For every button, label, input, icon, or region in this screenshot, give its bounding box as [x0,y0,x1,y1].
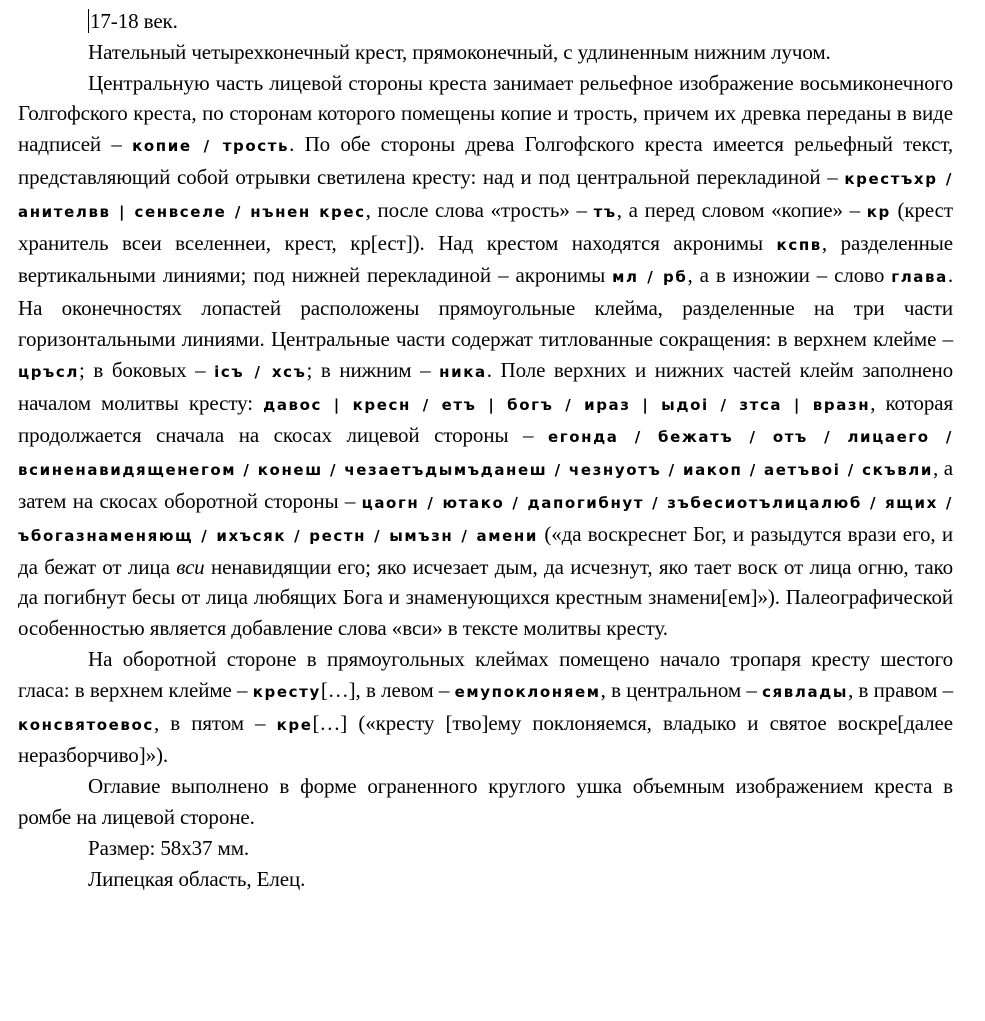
text-run: На оборотной стороне в прямоугольных клеймах помещено начало тропаря кресту шестого гласа: в верхнем клейме – [18,646,953,702]
church-slavonic-inscription: копие / трость [132,137,290,156]
text-run: (крест хранитель всеи вселеннеи, крест, кр[ест]). Над крестом находятся акронимы [18,197,953,255]
church-slavonic-inscription: сявлады [762,682,849,701]
text-run: ; в нижним – [306,357,440,382]
text-run: ненавидящии его; яко исчезает дым, да исчезнут, яко тает воск от лица огню, тако да погибнут бесы от лица любящих Бога и знаменующихся крестным знамени[ем]»). Палеографической особенностью является добавление слова «вси» в тексте молитвы кресту. [18,554,953,641]
text-run: […] («кресту [тво]ему поклоняемся, владыко и святое воскре[далее неразборчиво]»). [18,710,953,768]
church-slavonic-inscription: кр [866,202,891,221]
front-side-paragraph [18,68,953,644]
text-cursor [88,9,89,33]
text-run: , которая продолжается сначала на скосах лицевой стороны – [18,390,954,448]
text-run: . На оконечностях лопастей расположены прямоугольные клейма, разделенные на три части горизонтальными линиями. Центральные части содержат титлованные сокращения: в верхнем клейме – [18,263,953,351]
church-slavonic-inscription: цаогн / ютако / дапогибнут / зъбесиотълицалюб / ящих / ъбогазнаменяющ / ихъсяк / рестн / ымъзн / амени [18,493,953,545]
church-slavonic-inscription: кспв [776,235,822,254]
church-slavonic-inscription: кресту [252,682,321,701]
church-slavonic-inscription: тъ [593,202,617,221]
text-run: , разделенные вертикальными линиями; под нижней перекладиной – акронимы [18,230,953,288]
church-slavonic-inscription: кре [276,715,313,734]
church-slavonic-inscription: емупоклоняем [454,682,601,701]
text-run: , а затем на скосах оборотной стороны – [18,456,953,513]
text-run: Центральную часть лицевой стороны креста занимает рельефное изображение восьмиконечного Голгофского креста, по сторонам которого помещены копие и трость, причем их древка переданы в виде надписей – [18,70,953,157]
size-line: Размер: 58х37 мм. [88,835,250,860]
church-slavonic-inscription: ника [439,362,487,381]
text-run: , а перед словом «копие» – [616,197,867,222]
date-line [18,6,953,37]
text-run: , в центральном – [600,677,763,702]
church-slavonic-inscription: глава [891,268,948,287]
loop-description-paragraph: Оглавие выполнено в форме ограненного круглого ушка объемным изображением креста в ромбе на лицевой стороне. [18,774,953,829]
text-run: («да воскреснет Бог, и разыдутся врази его, и да бежат от лица [18,521,954,579]
description-paragraph: Нательный четырехконечный крест, прямоконечный, с удлиненным нижним лучом. [88,39,831,64]
text-run: , а в изножии – слово [687,263,892,288]
church-slavonic-inscription: консвятоевос [18,715,154,734]
date-text: 17-18 век. [90,9,178,33]
reverse-side-paragraph [18,644,953,771]
church-slavonic-inscription: мл / рб [612,268,688,287]
text-run: , в пятом – [153,710,277,735]
text-run: . Поле верхних и нижних частей клейм заполнено началом молитвы кресту: [18,357,953,415]
italic-word: вси [176,554,205,579]
church-slavonic-inscription: крестъхр / анителвв | сенвселе / нънен крес [18,169,953,221]
text-run: . По обе стороны древа Голгофского креста имеется рельефный текст, представляющий собой отрывки светилена кресту: над и под центральной перекладиной – [18,132,953,189]
text-run: ; в боковых – [79,357,215,382]
church-slavonic-inscription: цръсл [18,362,80,381]
location-line: Липецкая область, Елец. [88,866,306,891]
text-run: […], в левом – [320,677,455,702]
text-run: , после слова «трость» – [365,197,594,222]
text-run: , в правом – [848,677,954,702]
church-slavonic-inscription: егонда / бежатъ / отъ / лицаего / всиненавидященегом / конеш / чезаетъдымъданеш / чезнуотъ / иакоп / аетъвоі / скъвли [18,428,953,480]
church-slavonic-inscription: давос | кресн / етъ | богъ / ираз | ыдоі / зтса | вразн [263,395,871,414]
church-slavonic-inscription: ісъ / хсъ [214,362,307,381]
